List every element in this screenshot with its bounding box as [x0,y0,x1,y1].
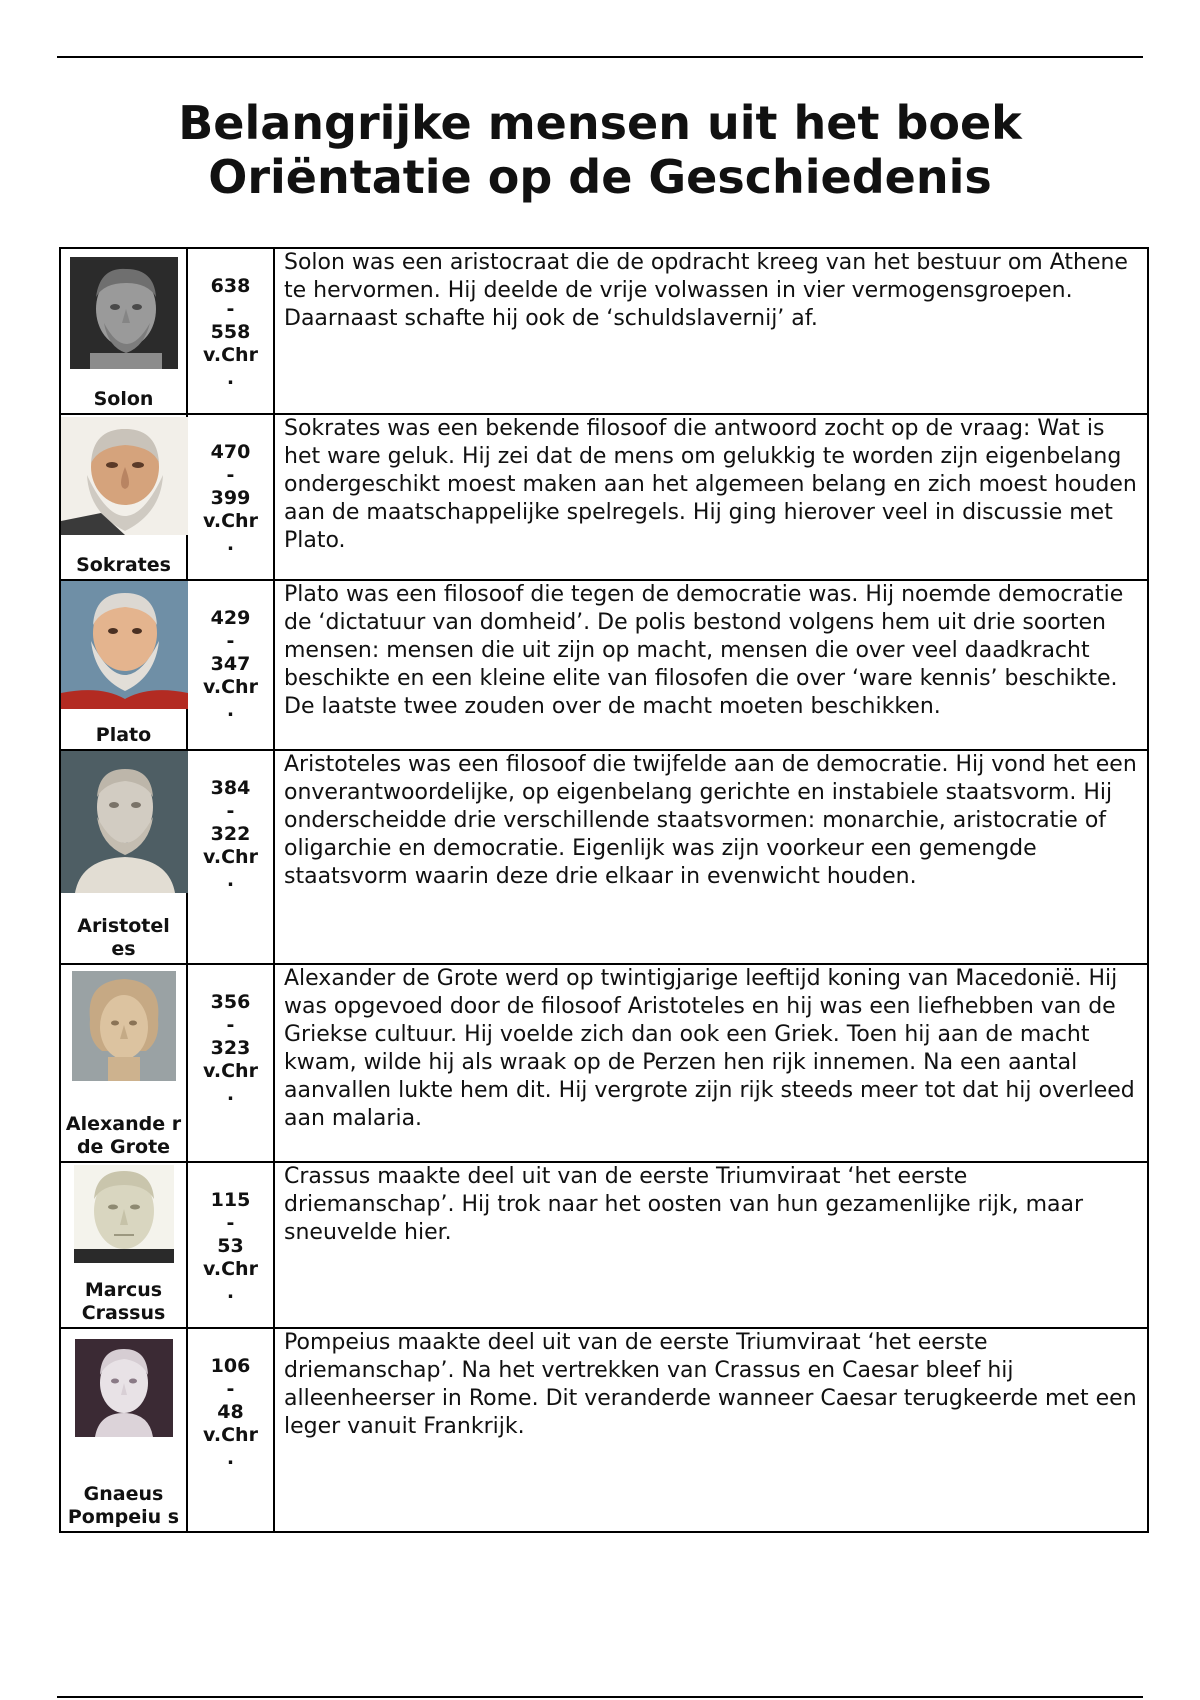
era-dot: . [226,533,235,555]
era-label: v.Chr [203,676,258,698]
year-separator: - [226,1014,235,1036]
era-label: v.Chr [203,1258,258,1280]
person-name: Gnaeus Pompeiu s [67,1483,180,1528]
lifespan-cell [187,580,274,750]
portrait-cell [60,1162,187,1328]
birth-year: 638 [210,275,251,297]
era-label: v.Chr [203,1424,258,1446]
era-label: v.Chr [203,510,258,532]
bottom-rule [57,1696,1143,1698]
death-year: 48 [217,1401,244,1423]
description-cell: Sokrates was een bekende filosoof die antwoord zocht op de vraag: Wat is het ware geluk. Hij zei dat de mens om gelukkig te worden zijn eigenbelang ondergeschikt moest maken aan het algemeen belang en zich moest houden aan de maatschappelijke spelregels. Hij ging hierover veel in discussie met Plato. [274,414,1148,580]
death-year: 347 [210,653,251,675]
top-rule [57,56,1143,58]
page-title-line-2: Oriëntatie op de Geschiedenis [208,150,992,204]
birth-year: 384 [210,777,251,799]
description-cell: Plato was een filosoof die tegen de democratie was. Hij noemde democratie de ‘dictatuur van domheid’. De polis bestond volgens hem uit drie soorten mensen: mensen die uit zijn op macht, mensen die over veel daadkracht beschikte en een kleine elite van filosofen die over ‘ware kennis’ beschikte. De laatste twee zouden over de macht moeten beschikken. [274,580,1148,750]
description-cell: Solon was een aristocraat die de opdracht kreeg van het bestuur om Athene te hervormen. Hij deelde de vrije volwassen in vier vermogensgroepen. Daarnaast schafte hij ook de ‘schuldslavernij’ af. [274,248,1148,414]
lifespan-cell [187,964,274,1162]
era-label: v.Chr [203,1060,258,1082]
year-separator: - [226,630,235,652]
portrait-cell [60,964,187,1162]
person-name: Marcus Crassus [81,1279,166,1324]
table-row-aristoteles [60,750,1148,964]
era-label: v.Chr [203,344,258,366]
person-name: Plato [95,724,152,746]
aristoteles-portrait-icon [61,751,188,893]
lifespan-cell [187,248,274,414]
era-dot: . [226,1281,235,1303]
era-dot: . [226,367,235,389]
person-name: Solon [93,388,154,410]
year-separator: - [226,1378,235,1400]
page-title [60,96,1140,204]
portrait-cell [60,414,187,580]
birth-year: 115 [210,1189,251,1211]
person-name: Sokrates [76,554,171,576]
era-dot: . [226,869,235,891]
people-table [59,247,1149,1533]
table-row-alexander [60,964,1148,1162]
table-row-plato [60,580,1148,750]
description-cell: Crassus maakte deel uit van de eerste Triumviraat ‘het eerste driemanschap’. Hij trok naar het oosten van hun gezamenlijke rijk, maar sneuvelde hier. [274,1162,1148,1328]
birth-year: 470 [210,441,251,463]
lifespan-cell [187,750,274,964]
table-row-pompeius [60,1328,1148,1532]
portrait-cell [60,248,187,414]
birth-year: 106 [210,1355,251,1377]
birth-year: 356 [210,991,251,1013]
year-separator: - [226,298,235,320]
year-separator: - [226,1212,235,1234]
era-dot: . [226,1447,235,1469]
death-year: 558 [210,321,251,343]
alexander-portrait-icon [72,971,176,1081]
page-title-line-1: Belangrijke mensen uit het boek [178,96,1022,150]
table-row-crassus [60,1162,1148,1328]
crassus-portrait-icon [74,1165,174,1263]
solon-portrait-icon [70,257,178,369]
death-year: 399 [210,487,251,509]
year-separator: - [226,800,235,822]
plato-portrait-icon [61,581,188,709]
pompeius-portrait-icon [75,1339,173,1437]
table-row-sokrates [60,414,1148,580]
portrait-cell [60,580,187,750]
description-cell: Aristoteles was een filosoof die twijfelde aan de democratie. Hij vond het een onverantwoordelijke, op eigenbelang gerichte en instabiele staatsvorm. Hij onderscheidde drie verschillende staatsvormen: monarchie, aristocratie of oligarchie en democratie. Eigenlijk was zijn voorkeur een gemengde staatsvorm waarin deze drie elkaar in evenwicht houden. [274,750,1148,964]
death-year: 322 [210,823,251,845]
lifespan-cell [187,1328,274,1532]
year-separator: - [226,464,235,486]
description-cell: Pompeius maakte deel uit van de eerste Triumviraat ‘het eerste driemanschap’. Na het vertrekken van Crassus en Caesar bleef hij alleenheerser in Rome. Dit veranderde wanneer Caesar terugkeerde met een leger vanuit Frankrijk. [274,1328,1148,1532]
lifespan-cell [187,1162,274,1328]
lifespan-cell [187,414,274,580]
person-name: Alexande r de Grote [65,1113,182,1158]
portrait-cell [60,750,187,964]
death-year: 323 [210,1037,251,1059]
description-cell: Alexander de Grote werd op twintigjarige leeftijd koning van Macedonië. Hij was opgevoed door de filosoof Aristoteles en hij was een liefhebben van de Griekse cultuur. Hij voelde zich dan ook een Griek. Toen hij aan de macht kwam, wilde hij als wraak op de Perzen hen rijk innemen. Na een aantal aanvallen lukte hem dit. Hij vergrote zijn rijk steeds meer tot dat hij overleed aan malaria. [274,964,1148,1162]
era-dot: . [226,1083,235,1105]
portrait-cell [60,1328,187,1532]
era-label: v.Chr [203,846,258,868]
sokrates-portrait-icon [61,417,188,535]
person-name: Aristotel es [77,915,170,960]
table-row-solon [60,248,1148,414]
death-year: 53 [217,1235,244,1257]
era-dot: . [226,699,235,721]
birth-year: 429 [210,607,251,629]
